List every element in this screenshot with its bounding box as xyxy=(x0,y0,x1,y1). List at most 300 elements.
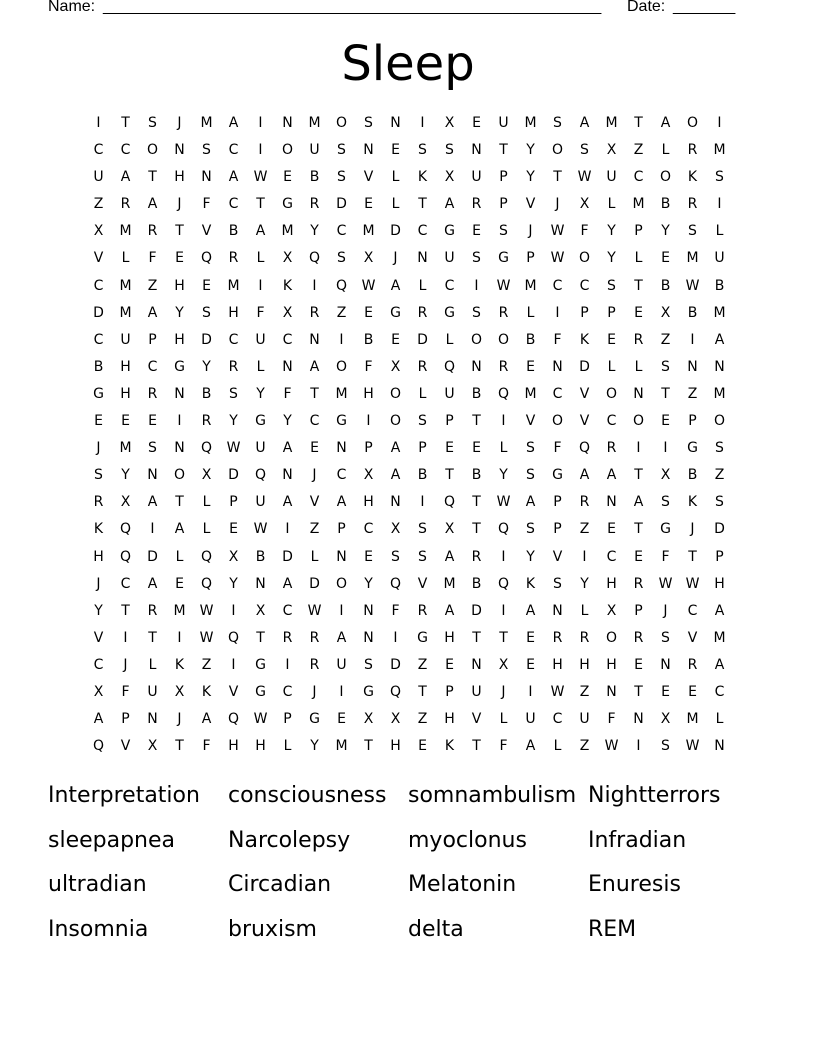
grid-letter[interactable]: E xyxy=(202,277,211,294)
grid-letter[interactable]: C xyxy=(93,656,104,673)
grid-letter[interactable]: Z xyxy=(687,385,698,402)
grid-letter[interactable]: E xyxy=(472,115,481,131)
grid-letter[interactable]: A xyxy=(714,602,725,619)
grid-letter[interactable]: E xyxy=(607,331,616,348)
grid-letter[interactable]: D xyxy=(336,196,347,213)
grid-letter[interactable]: A xyxy=(606,467,617,484)
grid-letter[interactable]: L xyxy=(661,142,670,159)
grid-letter[interactable]: M xyxy=(227,277,240,294)
grid-letter[interactable]: W xyxy=(253,711,268,728)
grid-letter[interactable]: N xyxy=(282,467,293,484)
grid-letter[interactable]: S xyxy=(526,440,535,457)
grid-letter[interactable]: G xyxy=(93,385,104,402)
grid-letter[interactable]: C xyxy=(282,602,293,619)
grid-letter[interactable]: S xyxy=(418,142,427,159)
grid-letter[interactable]: K xyxy=(282,277,293,294)
grid-letter[interactable]: T xyxy=(499,142,508,159)
grid-letter[interactable]: I xyxy=(717,196,722,213)
grid-letter[interactable]: I xyxy=(339,683,344,700)
grid-letter[interactable]: B xyxy=(255,548,266,565)
grid-letter[interactable]: O xyxy=(281,142,294,159)
grid-letter[interactable]: Y xyxy=(607,250,616,267)
grid-letter[interactable]: H xyxy=(93,548,104,565)
grid-letter[interactable]: I xyxy=(285,521,290,538)
grid-letter[interactable]: X xyxy=(282,304,293,321)
grid-letter[interactable]: R xyxy=(417,358,428,375)
grid-letter[interactable]: V xyxy=(579,413,590,430)
grid-letter[interactable]: C xyxy=(687,602,698,619)
grid-letter[interactable]: N xyxy=(714,738,725,755)
grid-letter[interactable]: A xyxy=(660,115,671,131)
grid-letter[interactable]: Q xyxy=(389,575,402,592)
grid-letter[interactable]: A xyxy=(147,196,158,213)
grid-letter[interactable]: P xyxy=(229,494,238,511)
grid-letter[interactable]: Y xyxy=(94,602,103,619)
grid-letter[interactable]: P xyxy=(526,250,535,267)
grid-letter[interactable]: T xyxy=(418,683,427,700)
grid-letter[interactable]: I xyxy=(96,115,101,131)
grid-letter[interactable]: Y xyxy=(283,413,292,430)
grid-letter[interactable]: U xyxy=(525,711,536,728)
grid-letter[interactable]: N xyxy=(390,115,401,131)
grid-letter[interactable]: N xyxy=(174,142,185,159)
grid-letter[interactable]: L xyxy=(499,711,508,728)
grid-letter[interactable]: A xyxy=(525,494,536,511)
grid-letter[interactable]: N xyxy=(471,142,482,159)
grid-letter[interactable]: O xyxy=(470,331,483,348)
grid-letter[interactable]: S xyxy=(229,385,238,402)
grid-letter[interactable]: K xyxy=(687,494,698,511)
grid-letter[interactable]: J xyxy=(177,115,182,131)
grid-letter[interactable]: M xyxy=(119,304,132,321)
grid-letter[interactable]: L xyxy=(553,738,562,755)
grid-letter[interactable]: R xyxy=(687,142,698,159)
grid-letter[interactable]: S xyxy=(472,250,481,267)
grid-letter[interactable]: S xyxy=(580,142,589,159)
grid-letter[interactable]: D xyxy=(471,602,482,619)
grid-letter[interactable]: N xyxy=(174,440,185,457)
grid-letter[interactable]: M xyxy=(524,277,537,294)
grid-letter[interactable]: N xyxy=(363,142,374,159)
grid-letter[interactable]: R xyxy=(687,656,698,673)
grid-letter[interactable]: I xyxy=(420,115,425,131)
grid-letter[interactable]: V xyxy=(579,385,590,402)
grid-letter[interactable]: X xyxy=(390,711,401,728)
grid-letter[interactable]: L xyxy=(445,331,454,348)
grid-letter[interactable]: Z xyxy=(417,656,428,673)
grid-letter[interactable]: I xyxy=(177,629,182,646)
grid-letter[interactable]: G xyxy=(174,358,185,375)
grid-letter[interactable]: V xyxy=(363,169,374,186)
grid-letter[interactable]: R xyxy=(498,358,509,375)
grid-letter[interactable]: V xyxy=(309,494,320,511)
grid-letter[interactable]: C xyxy=(363,521,374,538)
grid-letter[interactable]: Y xyxy=(121,467,130,484)
grid-letter[interactable]: T xyxy=(472,521,481,538)
grid-letter[interactable]: R xyxy=(417,602,428,619)
grid-letter[interactable]: W xyxy=(226,440,241,457)
grid-letter[interactable]: N xyxy=(417,250,428,267)
grid-letter[interactable]: T xyxy=(175,494,184,511)
grid-letter[interactable]: A xyxy=(390,467,401,484)
grid-letter[interactable]: N xyxy=(687,358,698,375)
grid-letter[interactable]: N xyxy=(606,494,617,511)
grid-letter[interactable]: M xyxy=(686,711,699,728)
grid-letter[interactable]: W xyxy=(199,629,214,646)
grid-letter[interactable]: Q xyxy=(578,440,591,457)
grid-letter[interactable]: V xyxy=(93,629,104,646)
grid-letter[interactable]: B xyxy=(471,575,482,592)
grid-letter[interactable]: B xyxy=(93,358,104,375)
grid-letter[interactable]: F xyxy=(202,738,211,755)
grid-letter[interactable]: I xyxy=(636,440,641,457)
grid-letter[interactable]: K xyxy=(417,169,428,186)
grid-letter[interactable]: E xyxy=(661,250,670,267)
grid-letter[interactable]: J xyxy=(96,440,101,457)
grid-letter[interactable]: R xyxy=(633,331,644,348)
grid-letter[interactable]: O xyxy=(389,413,402,430)
grid-letter[interactable]: N xyxy=(336,548,347,565)
grid-letter[interactable]: I xyxy=(312,277,317,294)
grid-letter[interactable]: L xyxy=(526,304,535,321)
grid-letter[interactable]: B xyxy=(714,277,725,294)
grid-letter[interactable]: W xyxy=(685,575,700,592)
grid-letter[interactable]: C xyxy=(120,575,131,592)
grid-letter[interactable]: G xyxy=(444,304,455,321)
grid-letter[interactable]: H xyxy=(228,304,239,321)
grid-letter[interactable]: N xyxy=(336,440,347,457)
grid-letter[interactable]: P xyxy=(283,711,292,728)
grid-letter[interactable]: A xyxy=(579,115,590,131)
grid-letter[interactable]: T xyxy=(472,629,481,646)
grid-letter[interactable]: J xyxy=(312,467,317,484)
grid-letter[interactable]: L xyxy=(121,250,130,267)
grid-letter[interactable]: T xyxy=(688,548,697,565)
grid-letter[interactable]: Z xyxy=(579,521,590,538)
grid-letter[interactable]: S xyxy=(364,115,373,131)
grid-letter[interactable]: R xyxy=(282,629,293,646)
grid-letter[interactable]: R xyxy=(606,440,617,457)
grid-letter[interactable]: Q xyxy=(443,494,456,511)
grid-letter[interactable]: O xyxy=(173,467,186,484)
grid-letter[interactable]: N xyxy=(147,711,158,728)
grid-letter[interactable]: G xyxy=(255,683,266,700)
grid-letter[interactable]: P xyxy=(715,548,724,565)
grid-letter[interactable]: I xyxy=(258,142,263,159)
grid-letter[interactable]: W xyxy=(253,169,268,186)
grid-letter[interactable]: P xyxy=(148,331,157,348)
grid-letter[interactable]: R xyxy=(147,223,158,240)
grid-letter[interactable]: T xyxy=(634,683,643,700)
grid-letter[interactable]: X xyxy=(579,196,590,213)
grid-letter[interactable]: C xyxy=(282,331,293,348)
grid-letter[interactable]: Q xyxy=(497,521,510,538)
grid-letter[interactable]: H xyxy=(255,738,266,755)
grid-letter[interactable]: L xyxy=(607,196,616,213)
grid-letter[interactable]: V xyxy=(525,196,536,213)
grid-letter[interactable]: E xyxy=(607,521,616,538)
grid-letter[interactable]: M xyxy=(362,223,375,240)
grid-letter[interactable]: T xyxy=(121,602,130,619)
grid-letter[interactable]: Z xyxy=(417,711,428,728)
grid-letter[interactable]: E xyxy=(445,656,454,673)
grid-letter[interactable]: Z xyxy=(147,277,158,294)
grid-letter[interactable]: Y xyxy=(499,467,508,484)
grid-letter[interactable]: D xyxy=(93,304,104,321)
grid-letter[interactable]: R xyxy=(228,358,239,375)
grid-letter[interactable]: L xyxy=(202,494,211,511)
grid-letter[interactable]: U xyxy=(309,142,320,159)
grid-letter[interactable]: Y xyxy=(526,142,535,159)
grid-letter[interactable]: A xyxy=(714,656,725,673)
grid-letter[interactable]: S xyxy=(661,358,670,375)
grid-letter[interactable]: H xyxy=(363,385,374,402)
grid-letter[interactable]: R xyxy=(498,304,509,321)
grid-letter[interactable]: E xyxy=(148,413,157,430)
grid-letter[interactable]: X xyxy=(363,711,374,728)
grid-letter[interactable]: K xyxy=(444,738,455,755)
grid-letter[interactable]: F xyxy=(580,223,589,240)
grid-letter[interactable]: B xyxy=(363,331,374,348)
grid-letter[interactable]: C xyxy=(552,277,563,294)
grid-letter[interactable]: V xyxy=(120,738,131,755)
grid-letter[interactable]: F xyxy=(148,250,157,267)
grid-letter[interactable]: E xyxy=(364,196,373,213)
grid-letter[interactable]: L xyxy=(175,548,184,565)
grid-letter[interactable]: G xyxy=(255,413,266,430)
grid-letter[interactable]: D xyxy=(390,223,401,240)
grid-letter[interactable]: T xyxy=(472,738,481,755)
grid-letter[interactable]: O xyxy=(497,331,510,348)
grid-letter[interactable]: R xyxy=(417,304,428,321)
grid-letter[interactable]: B xyxy=(687,304,698,321)
grid-letter[interactable]: F xyxy=(499,738,508,755)
grid-letter[interactable]: U xyxy=(606,169,617,186)
grid-letter[interactable]: D xyxy=(309,575,320,592)
grid-letter[interactable]: C xyxy=(552,385,563,402)
grid-letter[interactable]: N xyxy=(363,602,374,619)
grid-letter[interactable]: N xyxy=(606,683,617,700)
grid-letter[interactable]: Y xyxy=(661,223,670,240)
grid-letter[interactable]: X xyxy=(174,683,185,700)
grid-letter[interactable]: S xyxy=(688,223,697,240)
grid-letter[interactable]: E xyxy=(526,656,535,673)
grid-letter[interactable]: O xyxy=(713,413,726,430)
grid-letter[interactable]: P xyxy=(337,521,346,538)
grid-letter[interactable]: C xyxy=(282,683,293,700)
grid-letter[interactable]: E xyxy=(688,683,697,700)
grid-letter[interactable]: P xyxy=(553,521,562,538)
grid-letter[interactable]: X xyxy=(120,494,131,511)
grid-letter[interactable]: M xyxy=(632,196,645,213)
grid-letter[interactable]: L xyxy=(418,277,427,294)
grid-letter[interactable]: J xyxy=(123,656,128,673)
grid-letter[interactable]: N xyxy=(660,656,671,673)
grid-letter[interactable]: D xyxy=(228,467,239,484)
grid-letter[interactable]: G xyxy=(282,196,293,213)
grid-letter[interactable]: X xyxy=(660,711,671,728)
grid-letter[interactable]: M xyxy=(119,277,132,294)
grid-letter[interactable]: D xyxy=(390,656,401,673)
grid-letter[interactable]: Z xyxy=(579,683,590,700)
grid-letter[interactable]: F xyxy=(256,304,265,321)
grid-letter[interactable]: H xyxy=(174,277,185,294)
grid-letter[interactable]: U xyxy=(255,331,266,348)
grid-letter[interactable]: I xyxy=(528,683,533,700)
grid-letter[interactable]: Z xyxy=(309,521,320,538)
grid-letter[interactable]: O xyxy=(659,169,672,186)
grid-letter[interactable]: C xyxy=(120,142,131,159)
grid-letter[interactable]: T xyxy=(634,467,643,484)
grid-letter[interactable]: R xyxy=(309,196,320,213)
grid-letter[interactable]: D xyxy=(714,521,725,538)
grid-letter[interactable]: D xyxy=(282,548,293,565)
grid-letter[interactable]: N xyxy=(282,115,293,131)
grid-letter[interactable]: X xyxy=(282,250,293,267)
grid-letter[interactable]: V xyxy=(93,250,104,267)
grid-letter[interactable]: U xyxy=(255,494,266,511)
grid-letter[interactable]: L xyxy=(418,385,427,402)
grid-letter[interactable]: R xyxy=(471,196,482,213)
grid-letter[interactable]: S xyxy=(391,548,400,565)
grid-letter[interactable]: N xyxy=(255,575,266,592)
grid-letter[interactable]: A xyxy=(444,196,455,213)
grid-letter[interactable]: T xyxy=(634,521,643,538)
grid-letter[interactable]: O xyxy=(605,385,618,402)
grid-letter[interactable]: P xyxy=(553,494,562,511)
grid-letter[interactable]: W xyxy=(550,683,565,700)
grid-letter[interactable]: E xyxy=(418,738,427,755)
grid-letter[interactable]: G xyxy=(444,223,455,240)
grid-letter[interactable]: A xyxy=(282,440,293,457)
grid-letter[interactable]: J xyxy=(312,683,317,700)
grid-letter[interactable]: Z xyxy=(714,467,725,484)
grid-letter[interactable]: M xyxy=(119,223,132,240)
grid-letter[interactable]: U xyxy=(147,683,158,700)
grid-letter[interactable]: E xyxy=(472,223,481,240)
grid-letter[interactable]: P xyxy=(580,304,589,321)
grid-letter[interactable]: C xyxy=(714,683,725,700)
grid-letter[interactable]: B xyxy=(525,331,536,348)
grid-letter[interactable]: U xyxy=(93,169,104,186)
grid-letter[interactable]: X xyxy=(363,467,374,484)
grid-letter[interactable]: D xyxy=(417,331,428,348)
grid-letter[interactable]: I xyxy=(231,656,236,673)
grid-letter[interactable]: Z xyxy=(336,304,347,321)
grid-letter[interactable]: W xyxy=(577,169,592,186)
grid-letter[interactable]: O xyxy=(605,629,618,646)
grid-letter[interactable]: W xyxy=(604,738,619,755)
grid-letter[interactable]: Z xyxy=(93,196,104,213)
grid-letter[interactable]: J xyxy=(393,250,398,267)
grid-letter[interactable]: M xyxy=(308,115,321,131)
grid-letter[interactable]: Q xyxy=(335,277,348,294)
grid-letter[interactable]: U xyxy=(498,115,509,131)
grid-letter[interactable]: T xyxy=(553,169,562,186)
grid-letter[interactable]: N xyxy=(471,358,482,375)
grid-letter[interactable]: U xyxy=(444,385,455,402)
grid-letter[interactable]: L xyxy=(148,656,157,673)
grid-letter[interactable]: F xyxy=(391,602,400,619)
grid-letter[interactable]: Q xyxy=(227,711,240,728)
grid-letter[interactable]: T xyxy=(634,115,643,131)
grid-letter[interactable]: A xyxy=(120,169,131,186)
grid-letter[interactable]: H xyxy=(120,385,131,402)
grid-letter[interactable]: W xyxy=(685,277,700,294)
grid-letter[interactable]: Q xyxy=(443,358,456,375)
grid-letter[interactable]: M xyxy=(605,115,618,131)
grid-letter[interactable]: P xyxy=(418,440,427,457)
grid-letter[interactable]: S xyxy=(418,521,427,538)
grid-letter[interactable]: V xyxy=(687,629,698,646)
grid-letter[interactable]: A xyxy=(579,467,590,484)
grid-letter[interactable]: J xyxy=(663,602,668,619)
grid-letter[interactable]: T xyxy=(256,196,265,213)
grid-letter[interactable]: I xyxy=(150,521,155,538)
grid-letter[interactable]: F xyxy=(553,331,562,348)
grid-letter[interactable]: W xyxy=(550,250,565,267)
grid-letter[interactable]: S xyxy=(607,277,616,294)
grid-letter[interactable]: A xyxy=(390,277,401,294)
grid-letter[interactable]: Y xyxy=(175,304,184,321)
grid-letter[interactable]: L xyxy=(607,358,616,375)
grid-letter[interactable]: F xyxy=(553,440,562,457)
grid-letter[interactable]: L xyxy=(391,169,400,186)
grid-letter[interactable]: S xyxy=(715,440,724,457)
grid-letter[interactable]: Q xyxy=(497,385,510,402)
grid-letter[interactable]: R xyxy=(228,250,239,267)
grid-letter[interactable]: A xyxy=(336,629,347,646)
grid-letter[interactable]: P xyxy=(445,413,454,430)
grid-letter[interactable]: A xyxy=(147,494,158,511)
grid-letter[interactable]: W xyxy=(361,277,376,294)
grid-letter[interactable]: F xyxy=(121,683,130,700)
grid-letter[interactable]: E xyxy=(526,358,535,375)
grid-letter[interactable]: R xyxy=(552,629,563,646)
grid-letter[interactable]: R xyxy=(633,629,644,646)
grid-letter[interactable]: U xyxy=(120,331,131,348)
grid-letter[interactable]: A xyxy=(390,440,401,457)
grid-letter[interactable]: I xyxy=(501,548,506,565)
grid-letter[interactable]: D xyxy=(579,358,590,375)
grid-letter[interactable]: K xyxy=(687,169,698,186)
grid-letter[interactable]: O xyxy=(335,575,348,592)
grid-letter[interactable]: S xyxy=(202,142,211,159)
grid-letter[interactable]: X xyxy=(660,467,671,484)
grid-letter[interactable]: C xyxy=(147,358,158,375)
grid-letter[interactable]: T xyxy=(256,629,265,646)
grid-letter[interactable]: I xyxy=(258,115,263,131)
grid-letter[interactable]: C xyxy=(336,467,347,484)
grid-letter[interactable]: S xyxy=(715,494,724,511)
grid-letter[interactable]: S xyxy=(715,169,724,186)
grid-letter[interactable]: Q xyxy=(200,440,213,457)
grid-letter[interactable]: Z xyxy=(633,142,644,159)
grid-letter[interactable]: Z xyxy=(201,656,212,673)
grid-letter[interactable]: G xyxy=(552,467,563,484)
grid-letter[interactable]: A xyxy=(633,494,644,511)
grid-letter[interactable]: T xyxy=(175,223,184,240)
grid-letter[interactable]: X xyxy=(444,169,455,186)
grid-letter[interactable]: S xyxy=(526,467,535,484)
grid-letter[interactable]: P xyxy=(364,440,373,457)
grid-letter[interactable]: A xyxy=(444,548,455,565)
grid-letter[interactable]: W xyxy=(253,521,268,538)
grid-letter[interactable]: U xyxy=(579,711,590,728)
grid-letter[interactable]: F xyxy=(202,196,211,213)
grid-letter[interactable]: H xyxy=(444,629,455,646)
grid-letter[interactable]: N xyxy=(633,385,644,402)
